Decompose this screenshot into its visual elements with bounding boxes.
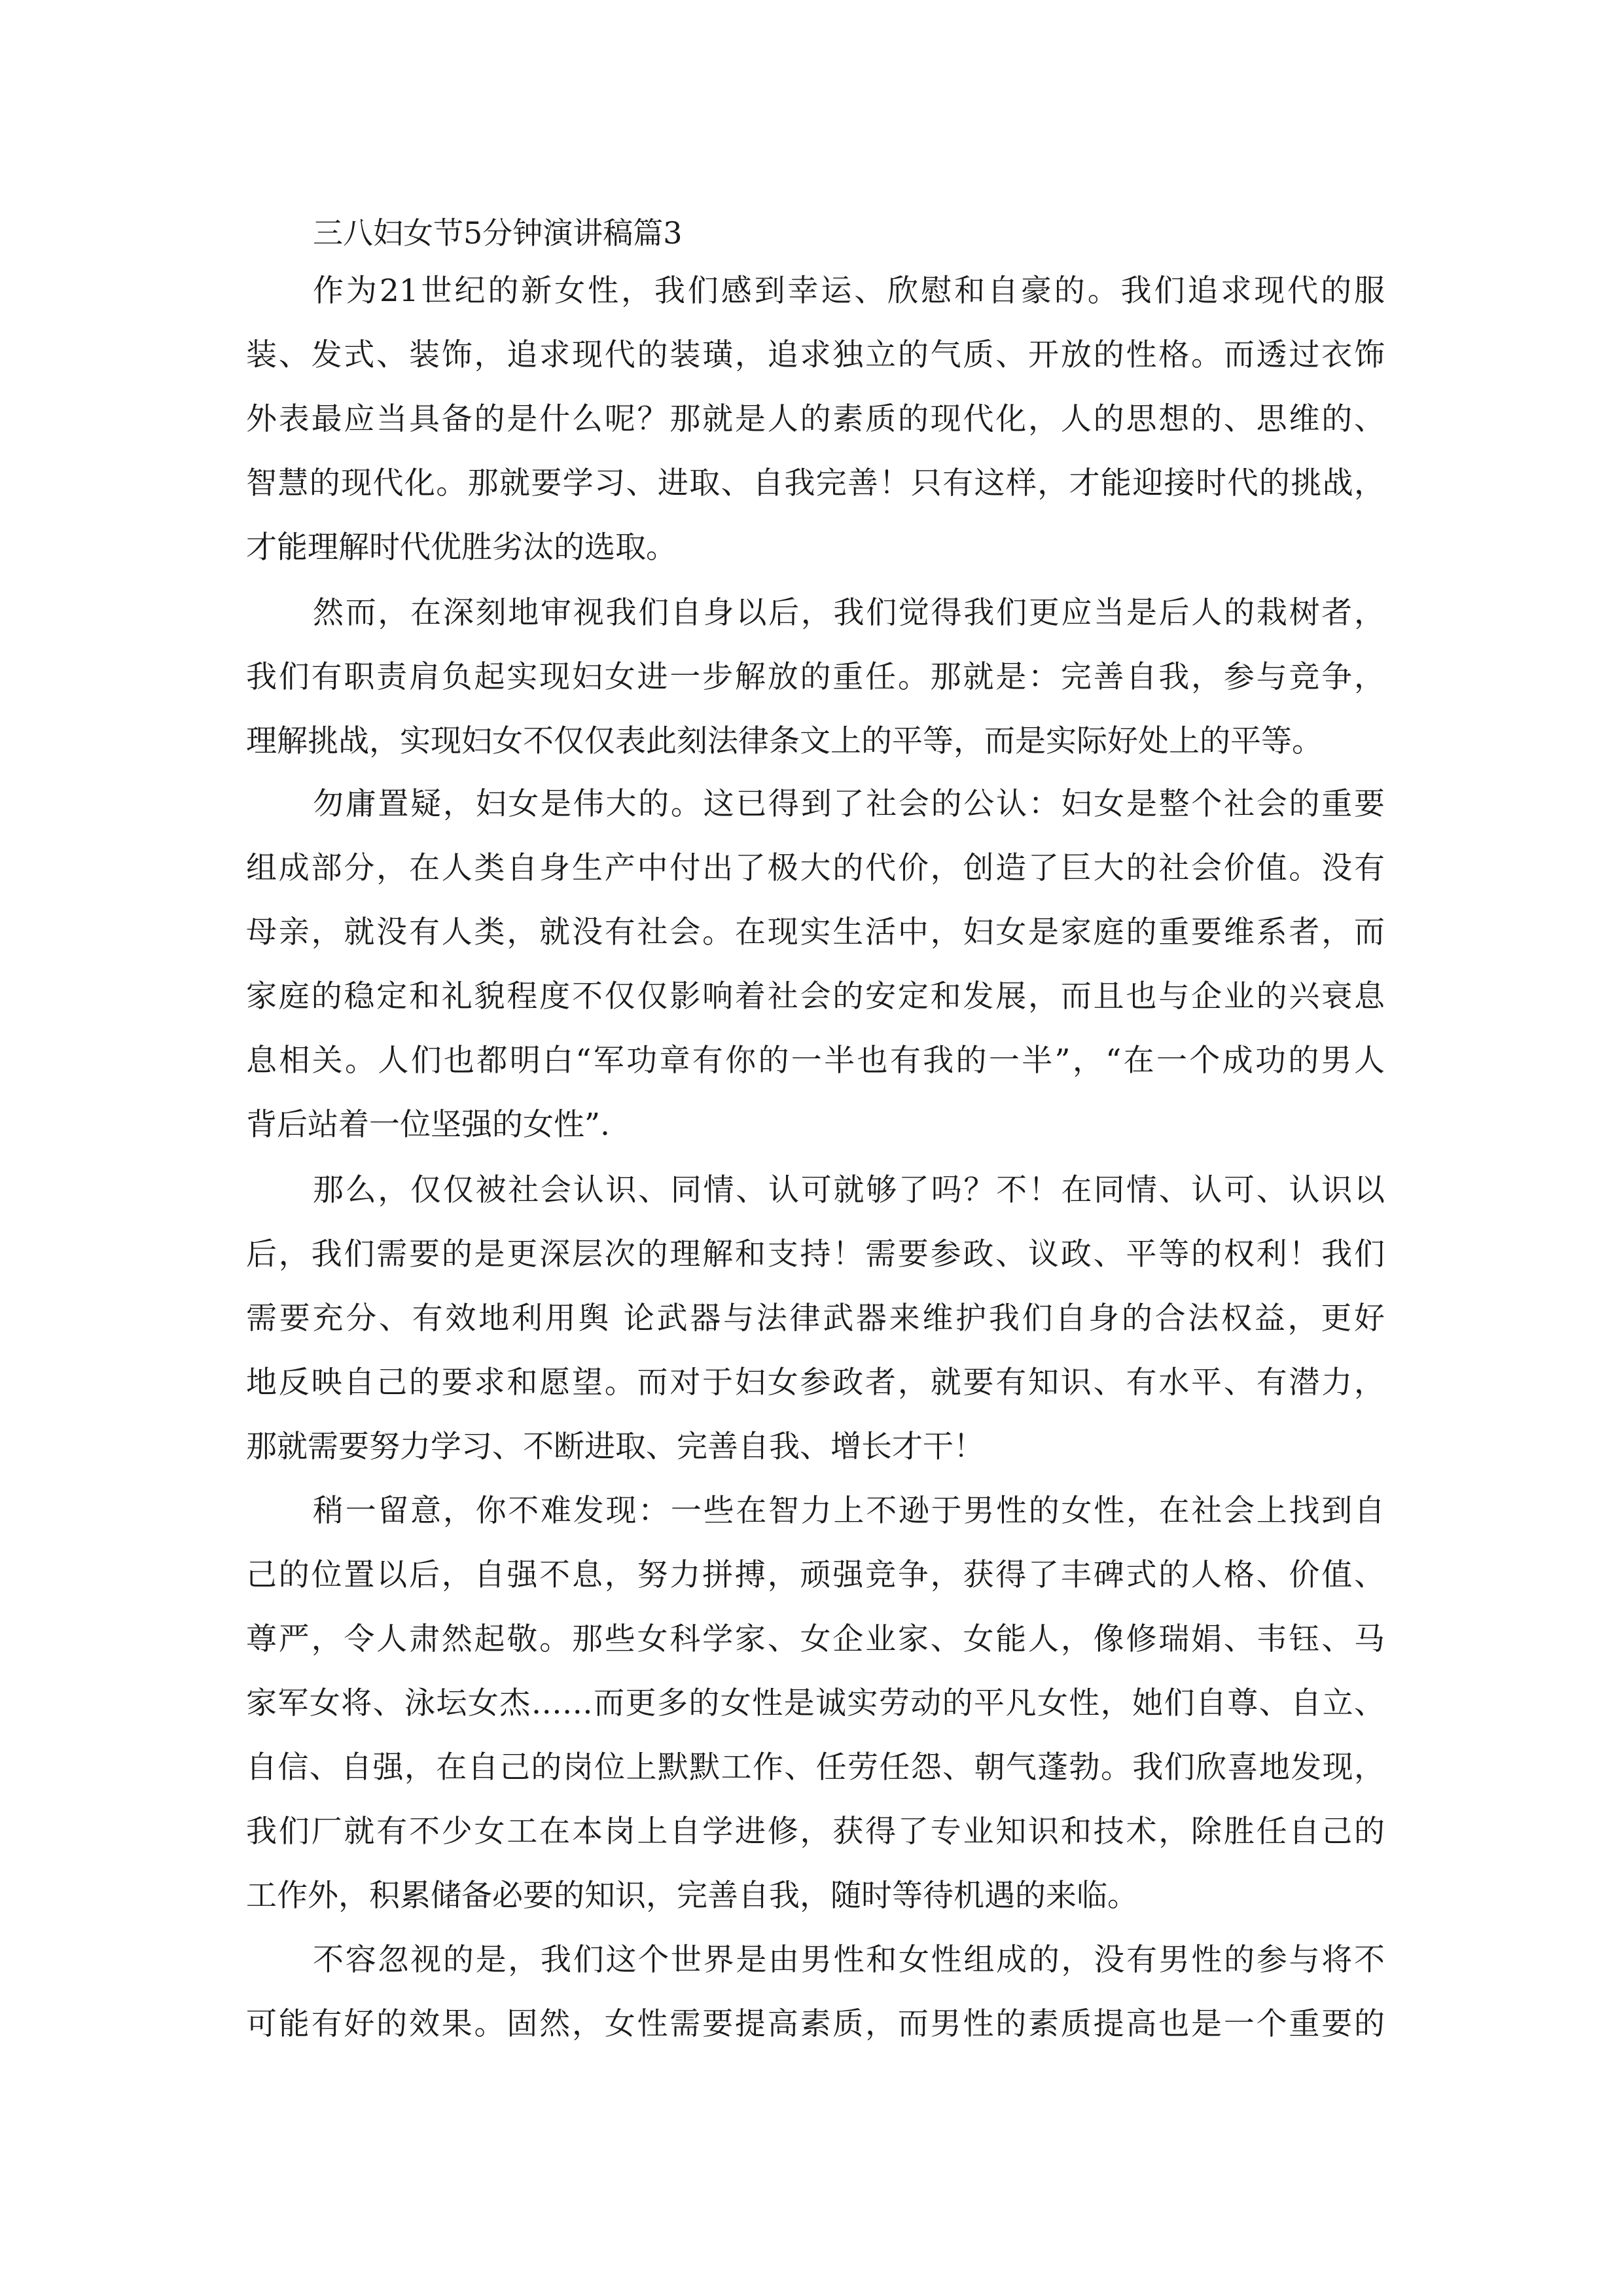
paragraph xyxy=(246,772,1385,1157)
paragraph-line: 自信、自强，在自己的岗位上默默工作、任劳任怨、朝气蓬勃。我们欣喜地发现， xyxy=(246,1749,1385,1785)
paragraph xyxy=(246,1158,1385,1479)
paragraph-line: 装、发式、装饰，追求现代的装璜，追求独立的气质、开放的性格。而透过衣饰 xyxy=(246,337,1385,373)
paragraph xyxy=(246,1479,1385,1928)
paragraph-line: 外表最应当具备的是什么呢？那就是人的素质的现代化，人的思想的、思维的、 xyxy=(246,401,1385,437)
paragraph-line: 后，我们需要的是更深层次的理解和支持！需要参政、议政、平等的权利！我们 xyxy=(246,1236,1385,1272)
paragraph-line: 然而，在深刻地审视我们自身以后，我们觉得我们更应当是后人的栽树者， xyxy=(313,595,1385,631)
paragraph-line: 才能理解时代优胜劣汰的选取。 xyxy=(246,529,677,565)
document-title: 三八妇女节5分钟演讲稿篇3 xyxy=(313,215,683,251)
paragraph-line: 智慧的现代化。那就要学习、进取、自我完善！只有这样，才能迎接时代的挑战， xyxy=(246,465,1385,501)
paragraph-line: 背后站着一位坚强的女性”. xyxy=(246,1107,610,1143)
paragraph-line: 那么，仅仅被社会认识、同情、认可就够了吗？不！在同情、认可、认识以 xyxy=(313,1172,1385,1208)
paragraph-line: 稍一留意，你不难发现：一些在智力上不逊于男性的女性，在社会上找到自 xyxy=(313,1493,1385,1529)
paragraph-line: 家庭的稳定和礼貌程度不仅仅影响着社会的安定和发展，而且也与企业的兴衰息 xyxy=(246,978,1385,1014)
paragraph xyxy=(246,1928,1385,2056)
paragraph-line: 我们有职责肩负起实现妇女进一步解放的重任。那就是：完善自我，参与竞争， xyxy=(246,659,1385,695)
paragraph-line: 己的位置以后，自强不息，努力拼搏，顽强竞争，获得了丰碑式的人格、价值、 xyxy=(246,1557,1385,1593)
paragraph-line: 尊严，令人肃然起敬。那些女科学家、女企业家、女能人，像修瑞娟、韦钰、马 xyxy=(246,1621,1385,1657)
paragraph-line: 组成部分，在人类自身生产中付出了极大的代价，创造了巨大的社会价值。没有 xyxy=(246,850,1385,886)
paragraph-line: 母亲，就没有人类，就没有社会。在现实生活中，妇女是家庭的重要维系者，而 xyxy=(246,914,1385,950)
paragraph-line: 那就需要努力学习、不断进取、完善自我、增长才干！ xyxy=(246,1429,984,1465)
paragraph xyxy=(246,259,1385,580)
paragraph-line: 工作外，积累储备必要的知识，完善自我，随时等待机遇的来临。 xyxy=(246,1878,1138,1914)
paragraph-line: 地反映自己的要求和愿望。而对于妇女参政者，就要有知识、有水平、有潜力， xyxy=(246,1365,1385,1401)
paragraph-line: 家军女将、泳坛女杰……而更多的女性是诚实劳动的平凡女性，她们自尊、自立、 xyxy=(246,1685,1385,1721)
paragraph-line: 可能有好的效果。固然，女性需要提高素质，而男性的素质提高也是一个重要的 xyxy=(246,2006,1385,2042)
paragraph-line: 理解挑战，实现妇女不仅仅表此刻法律条文上的平等，而是实际好处上的平等。 xyxy=(246,723,1323,759)
paragraph-line: 不容忽视的是，我们这个世界是由男性和女性组成的，没有男性的参与将不 xyxy=(313,1942,1385,1978)
paragraph xyxy=(246,581,1385,774)
paragraph-line: 息相关。人们也都明白“军功章有你的一半也有我的一半”，“在一个成功的男人 xyxy=(246,1043,1385,1079)
paragraph-line: 勿庸置疑，妇女是伟大的。这已得到了社会的公认：妇女是整个社会的重要 xyxy=(313,786,1385,822)
paragraph-line: 我们厂就有不少女工在本岗上自学进修，获得了专业知识和技术，除胜任自己的 xyxy=(246,1814,1385,1850)
paragraph-line: 需要充分、有效地利用舆 论武器与法律武器来维护我们自身的合法权益，更好 xyxy=(246,1300,1385,1336)
paragraph-line: 作为21世纪的新女性，我们感到幸运、欣慰和自豪的。我们追求现代的服 xyxy=(313,273,1385,309)
